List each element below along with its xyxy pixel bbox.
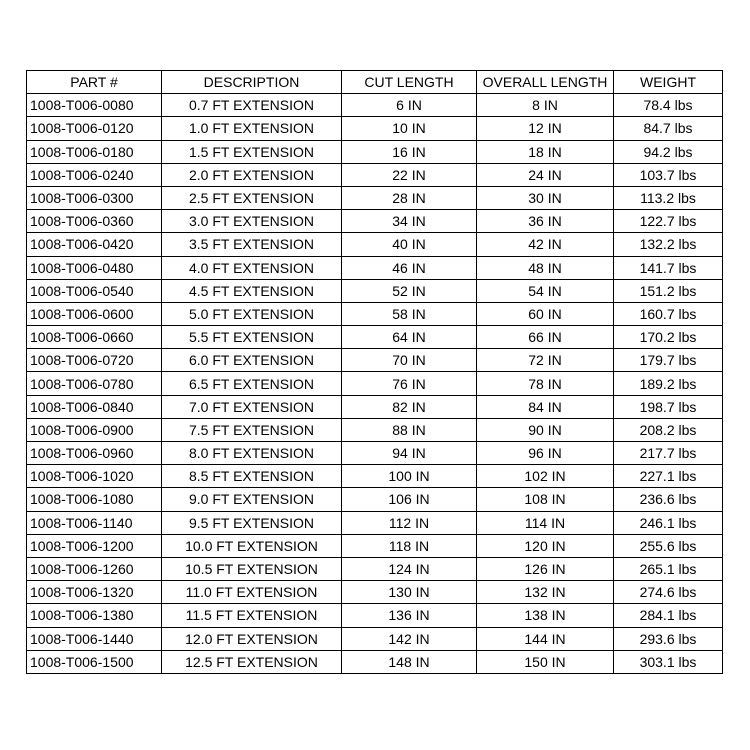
table-row — [27, 442, 723, 465]
part-number-cell: 1008-T006-1080 — [27, 488, 162, 511]
weight-cell: 141.7 lbs — [614, 256, 723, 279]
overall-length-cell: 144 IN — [477, 627, 614, 650]
cut-length-cell: 124 IN — [342, 557, 477, 580]
description-cell: 2.5 FT EXTENSION — [162, 186, 342, 209]
overall-length-cell: 8 IN — [477, 94, 614, 117]
description-cell: 6.5 FT EXTENSION — [162, 372, 342, 395]
weight-cell: 113.2 lbs — [614, 186, 723, 209]
part-number-cell: 1008-T006-0420 — [27, 233, 162, 256]
description-cell: 9.5 FT EXTENSION — [162, 511, 342, 534]
table-row — [27, 418, 723, 441]
overall-length-cell: 24 IN — [477, 163, 614, 186]
table-row — [27, 534, 723, 557]
overall-length-cell: 120 IN — [477, 534, 614, 557]
table-row — [27, 488, 723, 511]
header-overall-length: OVERALL LENGTH — [477, 71, 614, 94]
part-number-cell: 1008-T006-1320 — [27, 581, 162, 604]
header-part-number: PART # — [27, 71, 162, 94]
table-row — [27, 511, 723, 534]
description-cell: 8.5 FT EXTENSION — [162, 465, 342, 488]
weight-cell: 208.2 lbs — [614, 418, 723, 441]
cut-length-cell: 28 IN — [342, 186, 477, 209]
part-number-cell: 1008-T006-0480 — [27, 256, 162, 279]
header-row — [27, 71, 723, 94]
weight-cell: 246.1 lbs — [614, 511, 723, 534]
description-cell: 1.5 FT EXTENSION — [162, 140, 342, 163]
table-row — [27, 349, 723, 372]
part-number-cell: 1008-T006-0360 — [27, 210, 162, 233]
cut-length-cell: 118 IN — [342, 534, 477, 557]
weight-cell: 151.2 lbs — [614, 279, 723, 302]
description-cell: 11.0 FT EXTENSION — [162, 581, 342, 604]
table-row — [27, 163, 723, 186]
part-number-cell: 1008-T006-1020 — [27, 465, 162, 488]
part-number-cell: 1008-T006-0080 — [27, 94, 162, 117]
table-row — [27, 186, 723, 209]
overall-length-cell: 66 IN — [477, 326, 614, 349]
cut-length-cell: 106 IN — [342, 488, 477, 511]
description-cell: 7.0 FT EXTENSION — [162, 395, 342, 418]
description-cell: 2.0 FT EXTENSION — [162, 163, 342, 186]
weight-cell: 236.6 lbs — [614, 488, 723, 511]
part-number-cell: 1008-T006-0540 — [27, 279, 162, 302]
weight-cell: 274.6 lbs — [614, 581, 723, 604]
part-number-cell: 1008-T006-0300 — [27, 186, 162, 209]
description-cell: 11.5 FT EXTENSION — [162, 604, 342, 627]
weight-cell: 179.7 lbs — [614, 349, 723, 372]
cut-length-cell: 88 IN — [342, 418, 477, 441]
weight-cell: 227.1 lbs — [614, 465, 723, 488]
description-cell: 6.0 FT EXTENSION — [162, 349, 342, 372]
part-number-cell: 1008-T006-1440 — [27, 627, 162, 650]
part-number-cell: 1008-T006-0180 — [27, 140, 162, 163]
overall-length-cell: 42 IN — [477, 233, 614, 256]
table-row — [27, 279, 723, 302]
description-cell: 3.5 FT EXTENSION — [162, 233, 342, 256]
description-cell: 1.0 FT EXTENSION — [162, 117, 342, 140]
overall-length-cell: 96 IN — [477, 442, 614, 465]
overall-length-cell: 48 IN — [477, 256, 614, 279]
description-cell: 9.0 FT EXTENSION — [162, 488, 342, 511]
table-row — [27, 140, 723, 163]
cut-length-cell: 22 IN — [342, 163, 477, 186]
part-number-cell: 1008-T006-1380 — [27, 604, 162, 627]
cut-length-cell: 46 IN — [342, 256, 477, 279]
description-cell: 8.0 FT EXTENSION — [162, 442, 342, 465]
overall-length-cell: 72 IN — [477, 349, 614, 372]
table-row — [27, 465, 723, 488]
table-row — [27, 395, 723, 418]
overall-length-cell: 78 IN — [477, 372, 614, 395]
weight-cell: 303.1 lbs — [614, 650, 723, 673]
weight-cell: 132.2 lbs — [614, 233, 723, 256]
cut-length-cell: 100 IN — [342, 465, 477, 488]
description-cell: 0.7 FT EXTENSION — [162, 94, 342, 117]
weight-cell: 94.2 lbs — [614, 140, 723, 163]
weight-cell: 255.6 lbs — [614, 534, 723, 557]
cut-length-cell: 70 IN — [342, 349, 477, 372]
table-row — [27, 210, 723, 233]
overall-length-cell: 108 IN — [477, 488, 614, 511]
overall-length-cell: 60 IN — [477, 302, 614, 325]
part-number-cell: 1008-T006-0960 — [27, 442, 162, 465]
table-row — [27, 233, 723, 256]
part-number-cell: 1008-T006-1140 — [27, 511, 162, 534]
weight-cell: 160.7 lbs — [614, 302, 723, 325]
weight-cell: 122.7 lbs — [614, 210, 723, 233]
part-number-cell: 1008-T006-1260 — [27, 557, 162, 580]
description-cell: 4.5 FT EXTENSION — [162, 279, 342, 302]
overall-length-cell: 54 IN — [477, 279, 614, 302]
overall-length-cell: 18 IN — [477, 140, 614, 163]
cut-length-cell: 10 IN — [342, 117, 477, 140]
part-number-cell: 1008-T006-0120 — [27, 117, 162, 140]
cut-length-cell: 40 IN — [342, 233, 477, 256]
extension-spec-sheet — [26, 70, 723, 674]
cut-length-cell: 16 IN — [342, 140, 477, 163]
table-row — [27, 372, 723, 395]
part-number-cell: 1008-T006-0900 — [27, 418, 162, 441]
cut-length-cell: 130 IN — [342, 581, 477, 604]
header-weight: WEIGHT — [614, 71, 723, 94]
overall-length-cell: 150 IN — [477, 650, 614, 673]
overall-length-cell: 30 IN — [477, 186, 614, 209]
weight-cell: 284.1 lbs — [614, 604, 723, 627]
description-cell: 3.0 FT EXTENSION — [162, 210, 342, 233]
description-cell: 5.0 FT EXTENSION — [162, 302, 342, 325]
weight-cell: 103.7 lbs — [614, 163, 723, 186]
table-row — [27, 604, 723, 627]
table-row — [27, 302, 723, 325]
part-number-cell: 1008-T006-0600 — [27, 302, 162, 325]
cut-length-cell: 34 IN — [342, 210, 477, 233]
table-row — [27, 94, 723, 117]
part-number-cell: 1008-T006-1500 — [27, 650, 162, 673]
overall-length-cell: 132 IN — [477, 581, 614, 604]
cut-length-cell: 76 IN — [342, 372, 477, 395]
cut-length-cell: 136 IN — [342, 604, 477, 627]
weight-cell: 189.2 lbs — [614, 372, 723, 395]
part-number-cell: 1008-T006-0840 — [27, 395, 162, 418]
description-cell: 12.5 FT EXTENSION — [162, 650, 342, 673]
part-number-cell: 1008-T006-1200 — [27, 534, 162, 557]
weight-cell: 78.4 lbs — [614, 94, 723, 117]
table-body — [27, 94, 723, 674]
part-number-cell: 1008-T006-0660 — [27, 326, 162, 349]
overall-length-cell: 90 IN — [477, 418, 614, 441]
description-cell: 5.5 FT EXTENSION — [162, 326, 342, 349]
overall-length-cell: 126 IN — [477, 557, 614, 580]
description-cell: 10.5 FT EXTENSION — [162, 557, 342, 580]
cut-length-cell: 112 IN — [342, 511, 477, 534]
table-row — [27, 627, 723, 650]
cut-length-cell: 52 IN — [342, 279, 477, 302]
table-row — [27, 650, 723, 673]
cut-length-cell: 142 IN — [342, 627, 477, 650]
part-number-cell: 1008-T006-0240 — [27, 163, 162, 186]
description-cell: 4.0 FT EXTENSION — [162, 256, 342, 279]
overall-length-cell: 36 IN — [477, 210, 614, 233]
description-cell: 10.0 FT EXTENSION — [162, 534, 342, 557]
table-row — [27, 117, 723, 140]
table-row — [27, 256, 723, 279]
cut-length-cell: 94 IN — [342, 442, 477, 465]
cut-length-cell: 58 IN — [342, 302, 477, 325]
overall-length-cell: 138 IN — [477, 604, 614, 627]
weight-cell: 170.2 lbs — [614, 326, 723, 349]
cut-length-cell: 148 IN — [342, 650, 477, 673]
weight-cell: 217.7 lbs — [614, 442, 723, 465]
overall-length-cell: 12 IN — [477, 117, 614, 140]
weight-cell: 293.6 lbs — [614, 627, 723, 650]
part-number-cell: 1008-T006-0720 — [27, 349, 162, 372]
cut-length-cell: 6 IN — [342, 94, 477, 117]
overall-length-cell: 84 IN — [477, 395, 614, 418]
table-row — [27, 557, 723, 580]
cut-length-cell: 82 IN — [342, 395, 477, 418]
overall-length-cell: 102 IN — [477, 465, 614, 488]
description-cell: 7.5 FT EXTENSION — [162, 418, 342, 441]
table-header — [27, 71, 723, 94]
part-number-cell: 1008-T006-0780 — [27, 372, 162, 395]
header-description: DESCRIPTION — [162, 71, 342, 94]
cut-length-cell: 64 IN — [342, 326, 477, 349]
table-row — [27, 326, 723, 349]
weight-cell: 198.7 lbs — [614, 395, 723, 418]
weight-cell: 84.7 lbs — [614, 117, 723, 140]
table-row — [27, 581, 723, 604]
overall-length-cell: 114 IN — [477, 511, 614, 534]
description-cell: 12.0 FT EXTENSION — [162, 627, 342, 650]
extension-spec-table — [26, 70, 723, 674]
weight-cell: 265.1 lbs — [614, 557, 723, 580]
header-cut-length: CUT LENGTH — [342, 71, 477, 94]
